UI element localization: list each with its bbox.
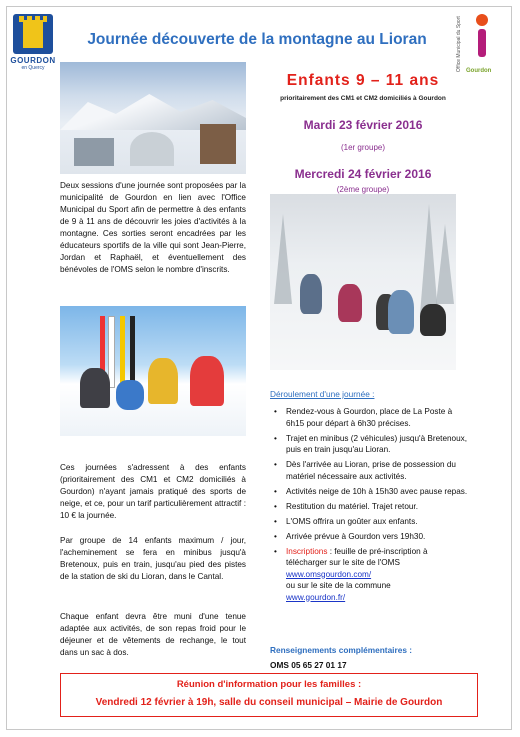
oms-wordmark: Gourdon xyxy=(466,68,492,74)
list-item: • Restitution du matériel. Trajet retour. xyxy=(270,501,470,513)
reunion-details: Vendredi 12 février à 19h, salle du conseil municipal – Mairie de Gourdon xyxy=(95,697,443,708)
inscription-label: Inscriptions xyxy=(286,546,328,556)
list-item: • Arrivée prévue à Gourdon vers 19h30. xyxy=(270,531,470,543)
ski-resort-photo xyxy=(60,62,246,174)
oms-i-icon xyxy=(470,14,492,58)
kids-skiing-photo xyxy=(60,306,246,436)
or-text: ou sur le site de la commune xyxy=(286,581,391,590)
children-snow-photo xyxy=(270,194,456,370)
deroulement-title: Déroulement d'une journée : xyxy=(270,389,375,399)
oms-logo xyxy=(456,10,504,76)
audience-subheading: prioritairement des CM1 et CM2 domiciliés à Gourdon xyxy=(280,95,446,102)
reunion-title: Réunion d'information pour les familles : xyxy=(176,679,362,690)
gourdon-logo xyxy=(10,14,56,74)
list-item: • Activités neige de 10h à 15h30 avec pause repas. xyxy=(270,486,470,498)
transport-paragraph: Par groupe de 14 enfants maximum / jour, l'acheminement se fera en minibus jusqu'à Bretenoux, puis en train, jusqu'au pied des pistes de la station de ski du Lioran, dans le Cantal. xyxy=(60,536,246,581)
list-item: • Dès l'arrivée au Lioran, prise de possession du matériel nécessaire aux activités. xyxy=(270,459,470,482)
inscription-text: : feuille de pré-inscription à télécharger sur le site de l'OMS xyxy=(286,546,428,567)
castle-crest-icon xyxy=(13,14,53,54)
reunion-box xyxy=(60,673,478,717)
audience-paragraph: Ces journées s'adressent à des enfants (prioritairement des CM1 et CM2 domiciliés à Gourdon) n'ayant jamais pratiqué des sports de neige, et ce, pour un tarif particulièrement attractif : 10 € la journée. xyxy=(60,463,246,520)
inscription-item xyxy=(270,546,470,604)
list-item: • Trajet en minibus (2 véhicules) jusqu'à Bretenoux, puis en train jusqu'au Lioran. xyxy=(270,433,470,456)
audience-heading: Enfants 9 – 11 ans xyxy=(286,72,440,89)
list-item: • Rendez-vous à Gourdon, place de La Poste à 6h15 pour départ à 6h30 précises. xyxy=(270,406,470,429)
group-1: (1er groupe) xyxy=(340,143,386,152)
date-1: Mardi 23 février 2016 xyxy=(303,118,423,132)
oms-logo-side-text: Office Municipal du Sport xyxy=(456,16,462,72)
logo-name: GOURDON xyxy=(10,56,56,65)
date-2: Mercredi 24 février 2016 xyxy=(294,167,432,181)
group-2: (2ème groupe) xyxy=(336,185,390,194)
intro-paragraph: Deux sessions d'une journée sont proposées par la municipalité de Gourdon en lien avec l'Office Municipal du Sport afin de permettre à des enfants de 9 à 11 ans de découvrir les joies d'activités à la montagne. Ces sorties seront encadrées par les éducateurs sportifs de la ville qui sont Jean-Pierre, Jordan et Raphaël, et éventuellement des bénévoles de l'OMS selon le nombre d'inscrits. xyxy=(60,181,246,274)
page-title: Journée découverte de la montagne au Lioran xyxy=(87,31,427,48)
oms-link[interactable]: www.omsgourdon.com/ xyxy=(286,569,372,579)
renseignements-phone: OMS 05 65 27 01 17 xyxy=(270,660,347,670)
equipment-paragraph: Chaque enfant devra être muni d'une tenue adaptée aux activités, de son repas froid pour le déjeuner et de vêtements de rechange, le tout dans un sac à dos. xyxy=(60,612,246,657)
renseignements-title: Renseignements complémentaires : xyxy=(270,645,413,655)
schedule-list xyxy=(270,406,470,607)
gourdon-link[interactable]: www.gourdon.fr/ xyxy=(286,592,346,602)
logo-sub: en Quercy xyxy=(21,65,45,71)
list-item: • L'OMS offrira un goûter aux enfants. xyxy=(270,516,470,528)
